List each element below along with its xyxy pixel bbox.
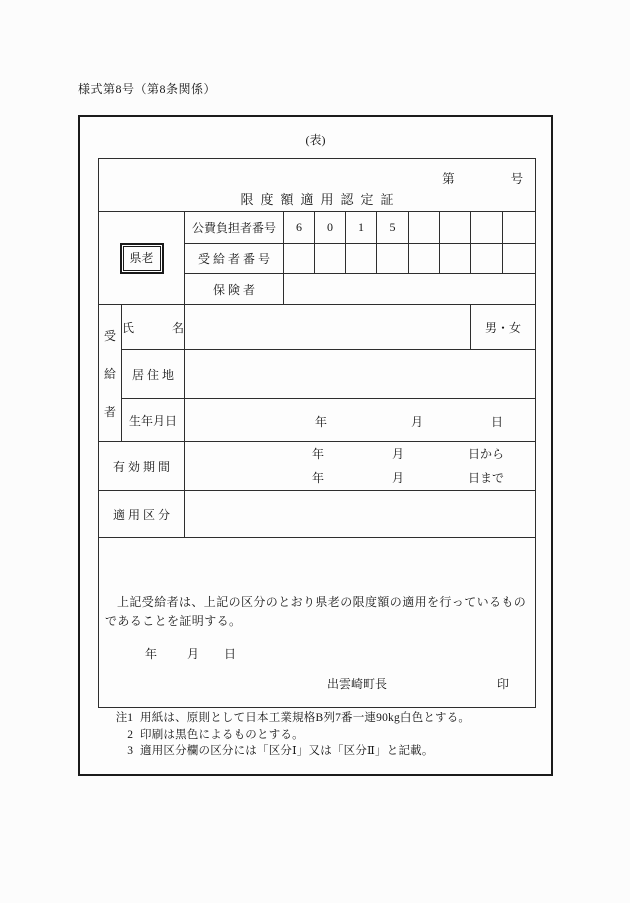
validity-to-line xyxy=(185,466,535,490)
recipient-number-label: 受 給 者 番 号 xyxy=(185,244,284,274)
certificate-outer-border xyxy=(78,115,553,776)
recipient-digit-cell xyxy=(284,244,315,274)
unit-year: 年 xyxy=(315,415,328,429)
kenro-badge: 県老 xyxy=(120,243,164,274)
insurer-label: 保 険 者 xyxy=(185,274,284,305)
recipient-char: 者 xyxy=(103,404,116,419)
program-code-cell xyxy=(99,212,185,305)
note-number: 2 xyxy=(127,728,133,741)
note-item xyxy=(101,743,537,760)
note-text: 印刷は黒色によるものとする。 xyxy=(140,728,304,741)
recipient-digit-cell xyxy=(440,244,471,274)
note-item xyxy=(101,727,537,744)
note-item xyxy=(101,710,537,727)
payer-number-label: 公費負担者番号 xyxy=(185,212,284,244)
category-label: 適 用 区 分 xyxy=(99,491,185,538)
recipient-digit-cell xyxy=(315,244,346,274)
note-text: 用紙は、原則として日本工業規格B列7番一連90kg白色とする。 xyxy=(140,712,471,724)
unit-year: 年 xyxy=(145,647,158,661)
unit-day: 日 xyxy=(491,415,504,429)
category-value-cell xyxy=(185,491,536,538)
validity-from-line xyxy=(185,442,535,466)
statement-date-line xyxy=(99,645,535,663)
payer-digit-cell: 0 xyxy=(315,212,346,244)
payer-digit-cell xyxy=(503,212,536,244)
statement-text: 上記受給者は、上記の区分のとおり県老の限度額の適用を行っているものであることを証明する。 xyxy=(105,595,527,628)
birthdate-value-cell xyxy=(185,399,536,442)
note-number: 注1 xyxy=(115,712,133,724)
mayor-title: 出雲崎町長 xyxy=(327,677,388,691)
certification-statement-cell xyxy=(99,538,536,708)
unit-month: 月 xyxy=(392,471,405,485)
unit-month: 月 xyxy=(411,415,424,429)
recipient-char: 受 xyxy=(103,328,116,343)
unit-day-from: 日から xyxy=(468,447,505,461)
certificate-title: 限度額適用認定証 xyxy=(240,191,401,207)
recipient-group-label xyxy=(99,305,122,442)
payer-digit-cell: 1 xyxy=(346,212,377,244)
name-label: 氏 名 xyxy=(122,305,185,350)
form-number-label: 様式第8号（第8条関係） xyxy=(78,82,217,96)
name-value-cell xyxy=(185,305,471,350)
unit-day: 日 xyxy=(224,647,237,661)
payer-digit-cell: 6 xyxy=(284,212,315,244)
gender-options: 男・女 xyxy=(471,305,536,350)
unit-year: 年 xyxy=(312,447,325,461)
doc-number-suffix: 号 xyxy=(510,171,524,186)
doc-number-prefix: 第 xyxy=(442,171,455,186)
validity-period-label: 有 効 期 間 xyxy=(99,442,185,491)
birthdate-label: 生年月日 xyxy=(122,399,185,442)
validity-period-cell xyxy=(185,442,536,491)
unit-day-to: 日まで xyxy=(468,471,505,485)
payer-digit-cell xyxy=(471,212,503,244)
recipient-digit-cell xyxy=(409,244,440,274)
recipient-digit-cell xyxy=(471,244,503,274)
certificate-table xyxy=(98,158,536,708)
unit-month: 月 xyxy=(187,647,200,661)
certificate-header-cell xyxy=(99,159,536,212)
seal-mark: 印 xyxy=(497,677,510,691)
payer-digit-cell xyxy=(409,212,440,244)
recipient-digit-cell xyxy=(377,244,409,274)
page-side-marker: (表) xyxy=(305,133,326,147)
payer-digit-cell xyxy=(440,212,471,244)
residence-value-cell xyxy=(185,350,536,399)
note-text: 適用区分欄の区分には「区分Ⅰ」又は「区分Ⅱ」と記載。 xyxy=(140,745,434,757)
recipient-digit-cell xyxy=(503,244,536,274)
footnotes xyxy=(101,710,537,760)
document-number-line xyxy=(99,163,535,187)
unit-year: 年 xyxy=(312,471,325,485)
insurer-value-cell xyxy=(284,274,536,305)
unit-month: 月 xyxy=(392,447,405,461)
note-number: 3 xyxy=(127,745,133,757)
residence-label: 居 住 地 xyxy=(122,350,185,399)
payer-digit-cell: 5 xyxy=(377,212,409,244)
recipient-digit-cell xyxy=(346,244,377,274)
recipient-char: 給 xyxy=(103,366,116,381)
